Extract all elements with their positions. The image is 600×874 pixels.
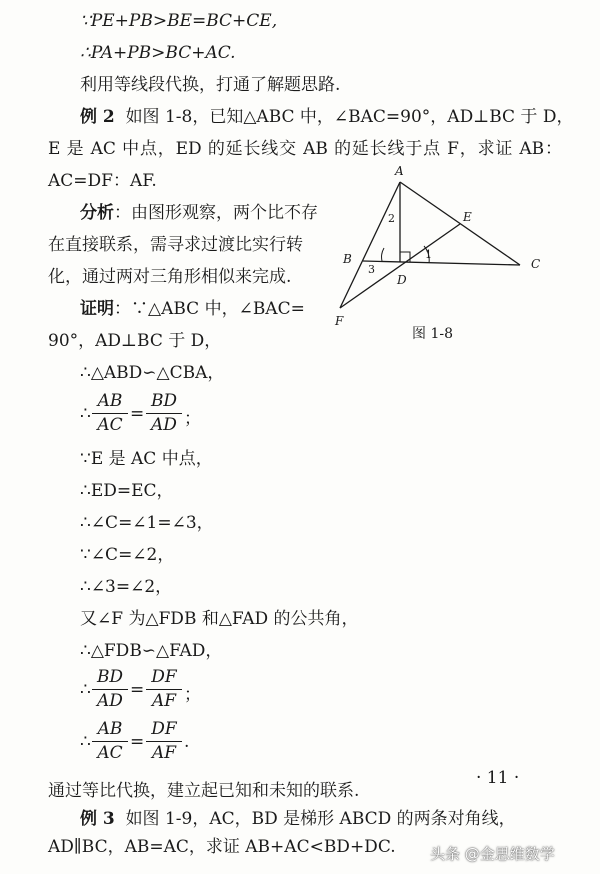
proof-label: 证明 (80, 299, 114, 319)
denominator: AC (97, 743, 123, 763)
angle-2-label: 2 (388, 212, 395, 225)
text-line: ∵∠C=∠2， (80, 545, 175, 565)
label-f: F (335, 314, 344, 328)
text-line: ∵E 是 AC 中点， (80, 449, 213, 469)
fraction-equation (80, 392, 210, 438)
angle-3-arc (382, 248, 384, 261)
angle-3-label: 3 (368, 263, 375, 276)
text-line: 又∠F 为△FDB 和△FAD 的公共角， (80, 609, 359, 629)
fraction-bar (146, 689, 182, 690)
example-2-first-line (80, 106, 573, 128)
analysis-first-line (80, 202, 318, 224)
fraction-equation (80, 668, 210, 714)
fraction-bar (146, 741, 182, 742)
label-a: A (395, 164, 404, 178)
numerator: AB (97, 719, 123, 739)
punctuation: . (184, 732, 190, 752)
fraction-bar (92, 413, 128, 414)
text-line: ∴PA+PB>BC+AC. (80, 43, 236, 63)
text-line: AD∥BC，AB=AC，求证 AB+AC<BD+DC. (48, 837, 396, 857)
example-3-first-line (80, 808, 516, 830)
text-line: 通过等比代换，建立起已知和未知的联系. (48, 781, 360, 801)
text-line: ∴ED=EC， (80, 481, 174, 501)
punctuation: ； (184, 685, 201, 705)
denominator: AC (97, 415, 123, 435)
text-line: ∴∠3=∠2， (80, 577, 173, 597)
text-line: AC=DF：AF. (48, 171, 157, 191)
text-line: 化，通过两对三角形相似来完成. (48, 267, 292, 287)
text-line: E 是 AC 中点，ED 的延长线交 AB 的延长线于点 F，求证 AB： (48, 139, 562, 159)
therefore-symbol: ∴ (80, 404, 91, 424)
therefore-symbol: ∴ (80, 732, 91, 752)
equals-sign: = (130, 732, 145, 752)
text-line: 利用等线段代换，打通了解题思路. (80, 75, 341, 95)
numerator: BD (150, 391, 178, 411)
fraction-bar (92, 741, 128, 742)
fraction-equation (80, 720, 210, 766)
text-line: ∵PE+PB>BE=BC+CE, (80, 11, 278, 31)
analysis-text: ：由图形观察，两个比不存 (114, 203, 318, 223)
text-line: ∴△FDB∽△FAD， (80, 641, 223, 661)
example-2-text: 如图 1-8，已知△ABC 中，∠BAC=90°，AD⊥BC 于 D， (125, 107, 574, 127)
text-line: 在直接联系，需寻求过渡比实行转 (48, 235, 303, 255)
analysis-label: 分析 (80, 203, 114, 223)
equals-sign: = (130, 404, 145, 424)
angle-1-label: 1 (425, 248, 432, 261)
denominator: AF (151, 743, 177, 763)
label-e: E (463, 210, 472, 224)
segment-bc (363, 261, 520, 265)
therefore-symbol: ∴ (80, 680, 91, 700)
proof-first-line (80, 298, 305, 320)
label-c: C (531, 257, 541, 271)
example-3-label: 例 3 (80, 809, 115, 829)
punctuation: ； (184, 409, 201, 429)
geometry-figure (330, 160, 560, 350)
segment-af (340, 182, 400, 308)
label-b: B (343, 252, 352, 266)
numerator: AB (97, 391, 123, 411)
segment-ac (400, 182, 520, 265)
figure-caption: 图 1-8 (412, 326, 453, 342)
equals-sign: = (130, 680, 145, 700)
page-number: · 11 · (476, 768, 520, 788)
numerator: BD (96, 667, 124, 687)
text-line: ∴△ABD∽△CBA， (80, 363, 225, 383)
denominator: AD (97, 691, 123, 711)
denominator: AD (151, 415, 177, 435)
denominator: AF (151, 691, 177, 711)
text-line: 90°，AD⊥BC 于 D， (48, 331, 222, 351)
fraction-bar (92, 689, 128, 690)
numerator: DF (151, 719, 177, 739)
fraction-bar (146, 413, 182, 414)
numerator: DF (151, 667, 177, 687)
watermark: 头条 @金思维数学 (430, 845, 555, 863)
text-line: ∴∠C=∠1=∠3， (80, 513, 214, 533)
label-d: D (397, 273, 407, 287)
proof-text: ：∵△ABC 中，∠BAC= (114, 299, 305, 319)
example-2-label: 例 2 (80, 107, 115, 127)
example-3-text: 如图 1-9，AC，BD 是梯形 ABCD 的两条对角线， (125, 809, 516, 829)
